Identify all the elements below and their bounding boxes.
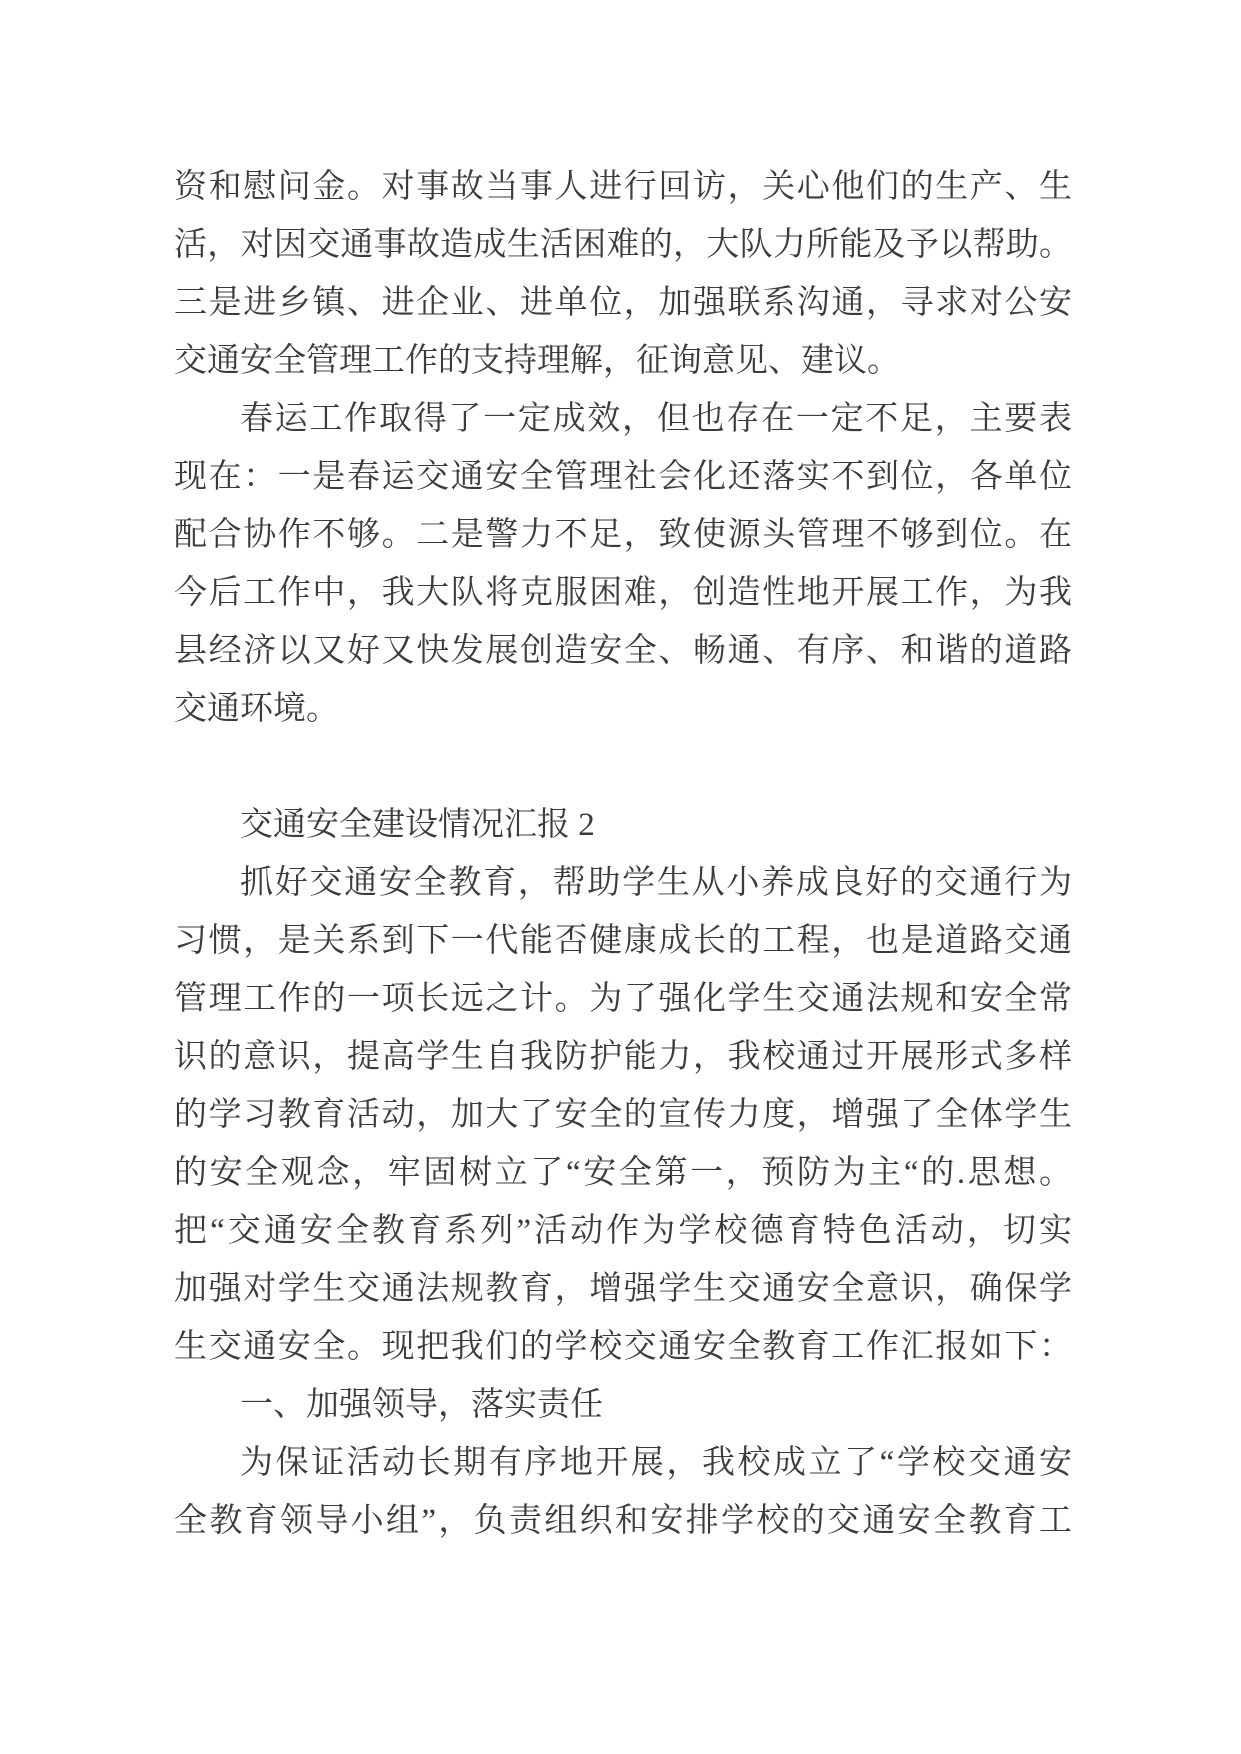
text-line: 为保证活动长期有序地开展，我校成立了“学校交通安 xyxy=(240,1445,1072,1481)
text-line: 今后工作中，我大队将克服困难，创造性地开展工作，为我 xyxy=(174,575,1072,611)
text-line: 县经济以又好又快发展创造安全、畅通、有序、和谐的道路 xyxy=(174,633,1072,669)
section-heading: 交通安全建设情况汇报 2 xyxy=(240,807,595,843)
text-line: 活，对因交通事故造成生活困难的，大队力所能及予以帮助。 xyxy=(174,227,1072,263)
text-line: 识的意识，提高学生自我防护能力，我校通过开展形式多样 xyxy=(174,1039,1072,1075)
text-line: 生交通安全。现把我们的学校交通安全教育工作汇报如下： xyxy=(174,1329,1072,1365)
text-line: 管理工作的一项长远之计。为了强化学生交通法规和安全常 xyxy=(174,981,1072,1017)
document-body xyxy=(174,158,1072,1550)
text-line: 资和慰问金。对事故当事人进行回访，关心他们的生产、生 xyxy=(174,169,1072,205)
text-line: 抓好交通安全教育，帮助学生从小养成良好的交通行为 xyxy=(240,865,1072,901)
text-line: 习惯，是关系到下一代能否健康成长的工程，也是道路交通 xyxy=(174,923,1072,959)
text-line: 三是进乡镇、进企业、进单位，加强联系沟通，寻求对公安 xyxy=(174,285,1072,321)
text-line: 交通安全管理工作的支持理解，征询意见、建议。 xyxy=(174,343,900,379)
text-line: 把“交通安全教育系列”活动作为学校德育特色活动，切实 xyxy=(174,1213,1072,1249)
text-line: 全教育领导小组”，负责组织和安排学校的交通安全教育工 xyxy=(174,1503,1072,1539)
text-line: 配合协作不够。二是警力不足，致使源头管理不够到位。在 xyxy=(174,517,1072,553)
text-line: 的学习教育活动，加大了安全的宣传力度，增强了全体学生 xyxy=(174,1097,1072,1133)
text-line: 现在：一是春运交通安全管理社会化还落实不到位，各单位 xyxy=(174,459,1072,495)
text-line: 交通环境。 xyxy=(174,691,339,727)
text-line: 春运工作取得了一定成效，但也存在一定不足，主要表 xyxy=(240,401,1072,437)
blank-line xyxy=(174,738,1072,796)
text-line: 的安全观念，牢固树立了“安全第一，预防为主“的.思想。 xyxy=(174,1155,1072,1191)
section-subheading: 一、加强领导，落实责任 xyxy=(240,1387,603,1423)
text-line: 加强对学生交通法规教育，增强学生交通安全意识，确保学 xyxy=(174,1271,1072,1307)
